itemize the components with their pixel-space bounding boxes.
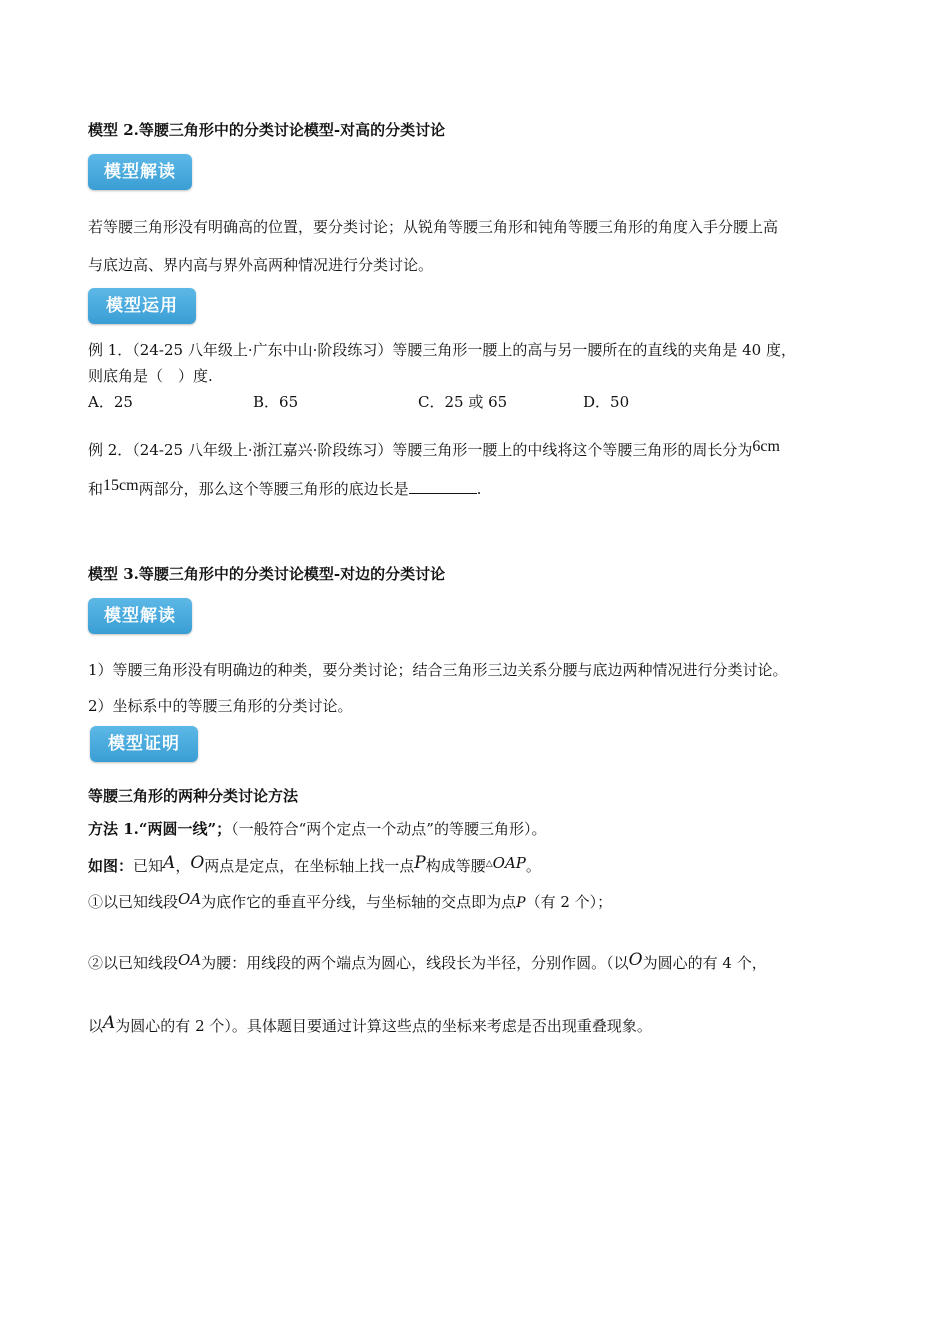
example1-line2: 则底角是（ ）度. bbox=[88, 367, 213, 385]
var-o-2: O bbox=[628, 950, 643, 970]
method1-title: 方法 1.“两圆一线”； bbox=[88, 820, 232, 838]
triangle-icon: △ bbox=[485, 859, 493, 869]
model2-heading: 模型 2.等腰三角形中的分类讨论模型-对高的分类讨论 bbox=[88, 121, 446, 139]
example1-option-a: A．25 bbox=[88, 393, 133, 411]
example1-option-b: B．65 bbox=[253, 393, 299, 411]
example2-unit-6cm: 6cm bbox=[752, 438, 780, 455]
var-p-small: P bbox=[516, 895, 526, 911]
method1-line bbox=[88, 818, 546, 839]
case1-text-2: 为底作它的垂直平分线，与坐标轴的交点即为点 bbox=[201, 893, 517, 911]
model3-heading: 模型 3.等腰三角形中的分类讨论模型-对边的分类讨论 bbox=[88, 565, 446, 583]
method1-desc: （一般符合“两个定点一个动点”的等腰三角形）。 bbox=[231, 820, 547, 838]
example2-unit-15cm: 15cm bbox=[103, 477, 139, 494]
model3-proof-badge: 模型证明 bbox=[90, 726, 198, 762]
figure-end: 。 bbox=[525, 857, 541, 875]
example2-line2 bbox=[88, 478, 481, 499]
example2-text-2: 两部分，那么这个等腰三角形的底边长是 bbox=[138, 480, 409, 498]
example2-line1 bbox=[88, 439, 780, 460]
var-oa: OA bbox=[178, 890, 202, 908]
var-oa-2: OA bbox=[178, 951, 202, 969]
methods-subheading: 等腰三角形的两种分类讨论方法 bbox=[88, 787, 299, 805]
example2-end: . bbox=[476, 480, 482, 498]
model2-para-line1: 若等腰三角形没有明确高的位置，要分类讨论；从锐角等腰三角形和钝角等腰三角形的角度入手分腰上高 bbox=[88, 218, 779, 236]
var-p: P bbox=[414, 853, 426, 873]
case1-text-1: ①以已知线段 bbox=[88, 893, 179, 911]
model2-para-line2: 与底边高、界内高与界外高两种情况进行分类讨论。 bbox=[88, 256, 434, 274]
var-o: O bbox=[190, 853, 205, 873]
example1-option-d: D．50 bbox=[583, 393, 630, 411]
case3-text-2: 为圆心的有 2 个）。具体题目要通过计算这些点的坐标来考虑是否出现重叠现象。 bbox=[115, 1017, 652, 1035]
figure-comma: ， bbox=[175, 857, 191, 875]
figure-label: 如图： bbox=[88, 857, 134, 875]
case2-text-3: 为圆心的有 4 个， bbox=[642, 954, 767, 972]
var-a: A bbox=[163, 853, 176, 873]
model2-apply-badge: 模型运用 bbox=[88, 288, 196, 324]
figure-line bbox=[88, 855, 541, 876]
figure-text-1: 已知 bbox=[133, 857, 164, 875]
case3-line bbox=[88, 1015, 652, 1036]
answer-blank bbox=[409, 479, 477, 494]
case3-text-1: 以 bbox=[88, 1017, 104, 1035]
example1-line1: 例 1．（24-25 八年级上·广东中山·阶段练习）等腰三角形一腰上的高与另一腰所在的直线的夹角是 40 度， bbox=[88, 341, 796, 359]
model3-item1: 1）等腰三角形没有明确边的种类，要分类讨论；结合三角形三边关系分腰与底边两种情况进行分类讨论。 bbox=[88, 661, 788, 679]
model3-item2: 2）坐标系中的等腰三角形的分类讨论。 bbox=[88, 697, 353, 715]
example2-text-1: 例 2．（24-25 八年级上·浙江嘉兴·阶段练习）等腰三角形一腰上的中线将这个等腰三角形的周长分为 bbox=[88, 441, 753, 459]
model3-read-badge: 模型解读 bbox=[88, 598, 192, 634]
example1-option-c: C．25 或 65 bbox=[418, 393, 508, 411]
var-oap: OAP bbox=[492, 854, 526, 872]
example2-text-and: 和 bbox=[88, 480, 104, 498]
case1-text-3: （有 2 个）； bbox=[525, 893, 613, 911]
figure-text-2: 两点是定点，在坐标轴上找一点 bbox=[204, 857, 415, 875]
case1-line bbox=[88, 891, 612, 912]
var-a-2: A bbox=[103, 1013, 116, 1033]
case2-text-1: ②以已知线段 bbox=[88, 954, 179, 972]
case2-line bbox=[88, 952, 767, 973]
figure-text-3: 构成等腰 bbox=[425, 857, 486, 875]
case2-text-2: 为腰：用线段的两个端点为圆心，线段长为半径，分别作圆。（以 bbox=[201, 954, 629, 972]
model2-read-badge: 模型解读 bbox=[88, 154, 192, 190]
